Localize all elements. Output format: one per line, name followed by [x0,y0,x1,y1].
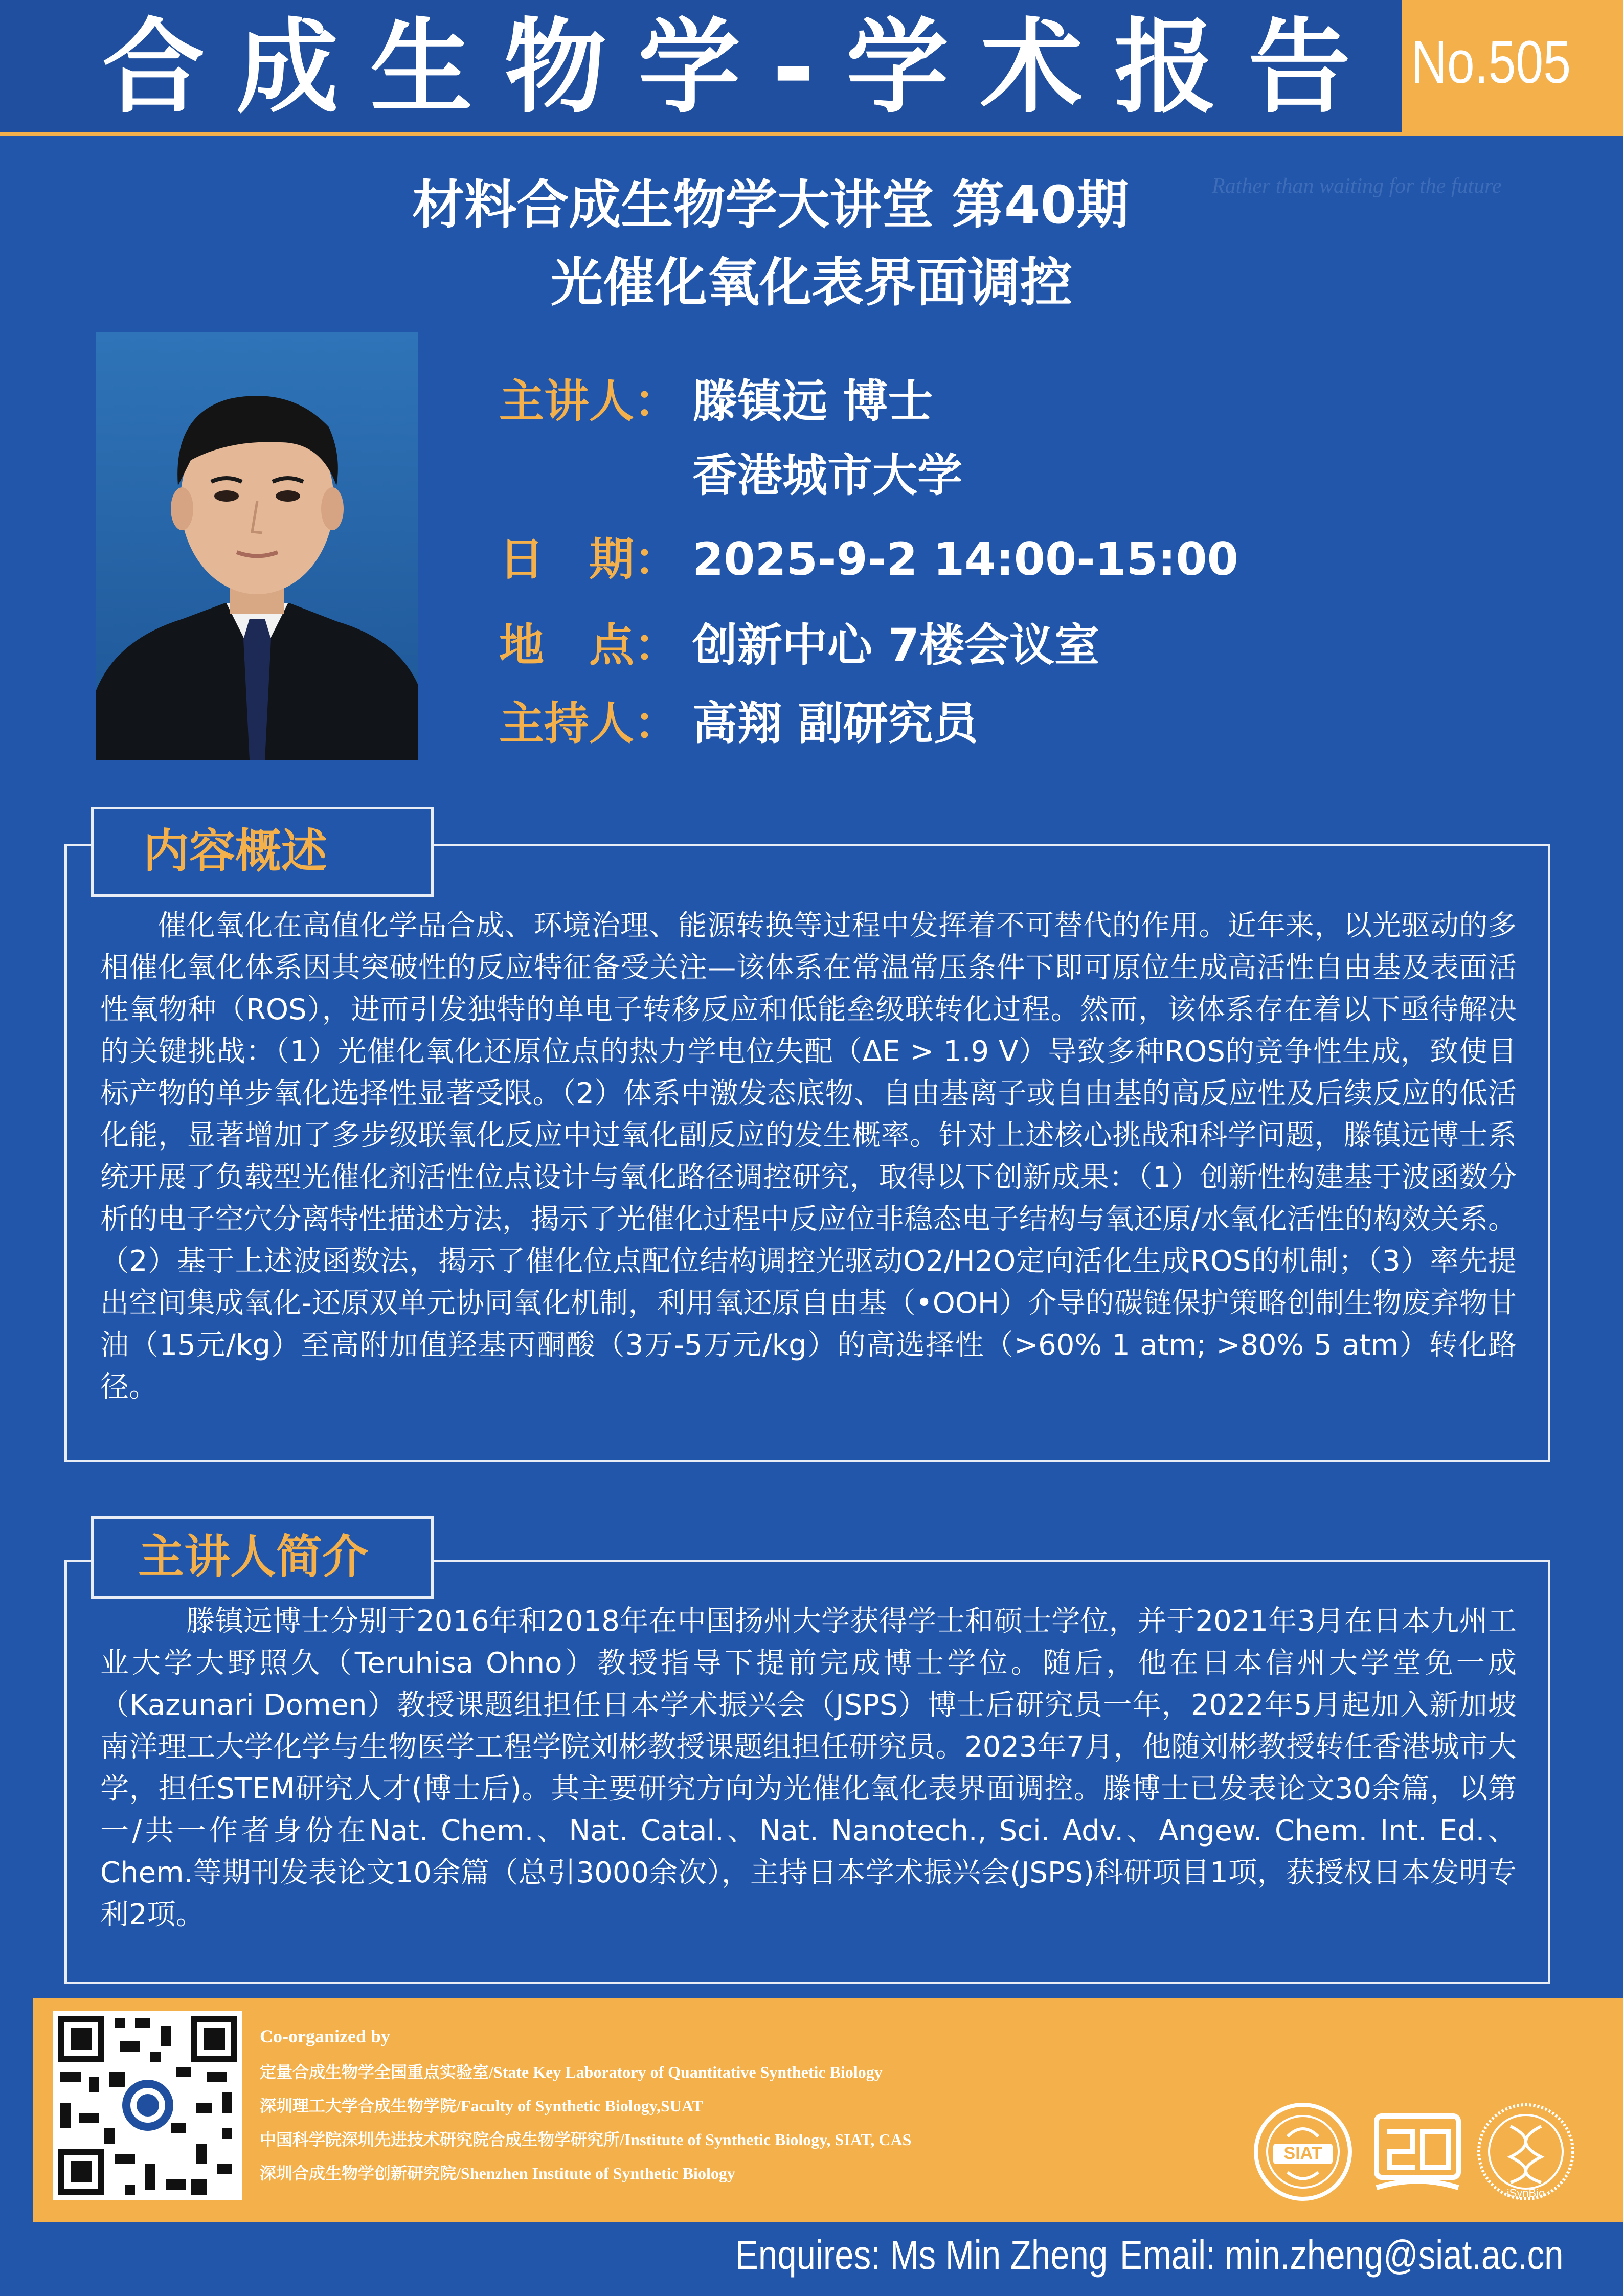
organizer-item: 定量合成生物学全国重点实验室/State Key Laboratory of Quantitative Synthetic Biology [260,2063,883,2081]
venue-label: 地 点： [499,619,680,671]
abstract-heading: 内容概述 [143,824,327,878]
suat-logo-icon [1366,2101,1469,2203]
coorganized-label: Co-organized by [260,2026,390,2046]
speaker-name: 滕镇远 博士 [692,375,933,427]
speaker-photo [96,332,418,760]
host-label: 主持人： [499,697,680,750]
siat-logo-text: SIAT [1283,2144,1322,2163]
email-link[interactable]: Email: min.zheng@siat.ac.cn [1120,2232,1564,2278]
watermark-text: Rather than waiting for the future [1212,174,1502,198]
host-value: 高翔 副研究员 [692,697,978,750]
issue-number: No.505 [1411,29,1571,96]
speaker-label: 主讲人： [499,375,680,427]
abstract-text: 催化氧化在高值化学品合成、环境治理、能源转换等过程中发挥着不可替代的作用。近年来，以光驱动的多相催化氧化体系因其突破性的反应特征备受关注—该体系在常温常压条件下即可原位生成高活性自由基及表面活性氧物种（ROS），进而引发独特的单电子转移反应和低能垒级联转化过程。然而，该体系存在着以下亟待解决的关键挑战：（1）光催化氧化还原位点的热力学电位失配（ΔE > 1.9 V）导致多种ROS的竞争性生成，致使目标产物的单步氧化选择性显著受限。（2）体系中激发态底物、自由基离子或自由基的高反应性及后续反应的低活化能，显著增加了多步级联氧化反应中过氧化副反应的发生概率。针对上述核心挑战和科学问题，滕镇远博士系统开展了负载型光催化剂活性位点设计与氧化路径调控研究，取得以下创新成果：（1）创新性构建基于波函数分析的电子空穴分离特性描述方法，揭示了光催化过程中反应位非稳态电子结构与氧还原/水氧化活性的构效关系。（2）基于上述波函数法，揭示了催化位点配位结构调控光驱动O2/H2O定向活化生成ROS的机制；（3）率先提出空间集成氧化-还原双单元协同氧化机制，利用氧还原自由基（•OOH）介导的碳链保护策略创制生物废弃物甘油（15元/kg）至高附加值羟基丙酮酸（3万-5万元/kg）的高选择性（>60% 1 atm; >80% 5 atm）转化路径。 [100,909,1517,1404]
venue-value: 创新中心 7楼会议室 [692,619,1099,671]
suat-logo [1366,2101,1469,2203]
organizer-item: 深圳理工大学合成生物学院/Faculty of Synthetic Biology,SUAT [260,2097,703,2115]
isynbio-logo-icon [1475,2101,1577,2203]
siat-logo-icon [1252,2101,1354,2203]
bio-text: 滕镇远博士分别于2016年和2018年在中国扬州大学获得学士和硕士学位，并于2021年3月在日本九州工业大学大野照久（Teruhisa Ohno）教授指导下提前完成博士学位。随后，他在日本信州大学堂免一成（Kazunari Domen）教授课题组担任日本学术振兴会（JSPS）博士后研究员一年，2022年5月起加入新加坡南洋理工大学化学与生物医学工程学院刘彬教授课题组担任研究员。2023年7月，他随刘彬教授转任香港城市大学，担任STEM研究人才(博士后)。其主要研究方向为光催化氧化表界面调控。滕博士已发表论文30余篇，以第一/共一作者身份在Nat. Chem.、Nat. Catal.、Nat. Nanotech., Sci. Adv.、Angew. Chem. Int. Ed.、Chem.等期刊发表论文10余篇（总引3000余次），主持日本学术振兴会(JSPS)科研项目1项，获授权日本发明专利2项。 [100,1605,1517,1931]
header-title: 合成生物学-学术报告 [102,8,1383,127]
enquiries-contact: Enquires: Ms Min Zheng [735,2232,1108,2278]
speaker-affiliation: 香港城市大学 [692,449,963,502]
qr-code-icon [53,2011,242,2200]
organizer-item: 中国科学院深圳先进技术研究院合成生物学研究所/Institute of Synthetic Biology, SIAT, CAS [260,2130,912,2149]
siat-logo [1252,2101,1354,2203]
date-value: 2025-9-2 14:00-15:00 [692,533,1238,586]
talk-title: 光催化氧化表界面调控 [551,253,1072,313]
isynbio-logo [1475,2101,1577,2203]
isynbio-logo-text: iSynBio [1506,2187,1545,2199]
organizer-item: 深圳合成生物学创新研究院/Shenzhen Institute of Synthetic Biology [260,2164,735,2182]
speaker-portrait-icon [96,332,418,760]
date-label: 日 期： [499,533,680,586]
bio-heading: 主讲人简介 [138,1530,368,1584]
qr-code[interactable] [53,2011,242,2200]
series-title: 材料合成生物学大讲堂 第40期 [412,175,1129,236]
header-divider [0,132,1623,136]
